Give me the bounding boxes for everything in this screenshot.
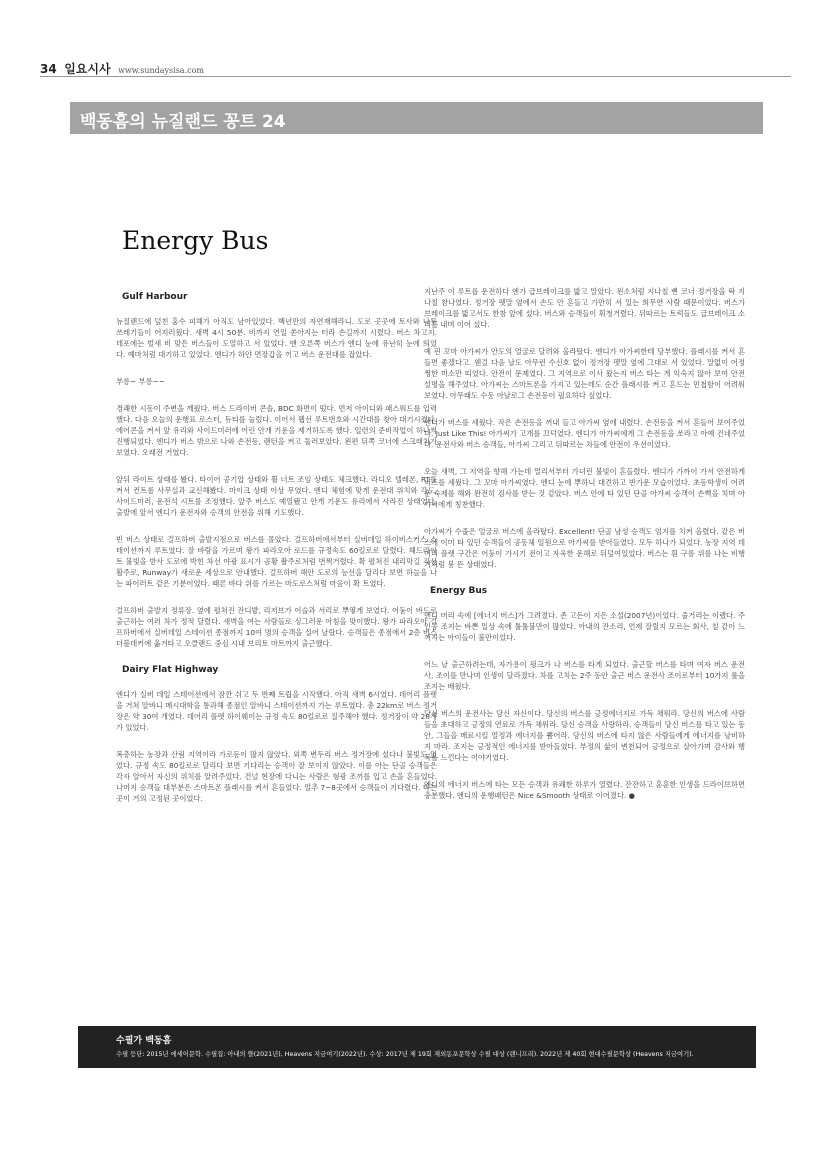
paragraph: 엔디가 실버 데일 스테이션에서 잠깐 쉬고 두 번째 트립을 시작했다. 아직 새벽 6시였다. 데어리 플렛을 거쳐 알바니 메시대학을 통과해 종점인 알바니 스테이션까지 가는 루트였다. 총 22km로 버스 정거장은 약 30여 개였다. 데어리 플렛 하이웨이는 규정 속도 80킬로로 질주해야 했다. 정거장이 약 20개가 있었다. xyxy=(116,690,437,732)
publication-url: www.sundaysisa.com xyxy=(118,66,204,75)
left-column xyxy=(116,286,437,820)
right-column xyxy=(424,286,745,817)
paragraph: 앞뒤 라이트 상태를 봤다. 타이어 공기압 상태와 휠 너트 조임 상태도 체크했다. 라디오 텔레폰, RT를 켜서 컨트롤 사무실과 교신해봤다. 마이크 상태 이상 무였다. 엔디 체험에 맞게 운전대 위치와 각도, 사이드미러, 운전석 시트를 조정했다. 앞주 버스도 예열됐고 안개 기운도 유리에서 사라진 상태였다. 출발에 앞서 엔디가 운전자와 승객의 안전을 위해 기도했다. xyxy=(116,475,437,517)
paragraph: 어느 날 출근하려는데, 자가용이 펑크가 나 버스를 타게 되었다. 출근할 버스를 타며 여자 버스 운전사, 조이를 만나며 인생이 달라졌다. 차를 고치는 2주 동안 출근 버스 운전사 조이로부터 10가지 룰을 조지는 배웠다. xyxy=(424,660,745,691)
paragraph: 엔디의 에너지 버스에 타는 모든 승객과 유쾌한 하루가 열렸다. 잔잔하고 훈훈한 인생을 드라이브하면 충분했다. 엔디의 운행패턴은 Nice &Smooth 상태로 이어졌다. ● xyxy=(424,780,745,800)
banner-title: 백동흠의 뉴질랜드 꽁트 24 xyxy=(80,112,286,132)
paragraph: 경쾌한 시동이 주변을 깨웠다. 버스 드라이버 콘솔, BDC 화면이 떴다. 먼저 아이디와 패스워드를 입력했다. 다음 오늘의 운행표 로스터, 듀티를 눌렀다. 이어서 웹선 루트번호와 시간대를 찾아 대기시켰다. 에어콘을 켜서 앞 유리와 사이드미러에 어린 안개 기운을 제거하도록 했다. 일련의 준비작업이 하나씩 진행되었다. 엔디가 버스 밖으로 나와 손전등, 랜턴을 켜고 둘러보았다. 왼편 뒤쪽 코너에 스크래치가 보였다. 오래전 거였다. xyxy=(116,404,437,457)
paragraph: 부릉~ 부릉~~ xyxy=(116,377,165,386)
section-heading: Gulf Harbour xyxy=(122,292,188,302)
publication-name: 일요시사 xyxy=(64,62,111,76)
article-title: Energy Bus xyxy=(122,226,269,255)
paragraph: 엔디 머리 속에 [에너지 버스]가 그려졌다. 존 고든이 지은 소설(2007년)이었다. 줄거리는 이랬다. 주인공 조지는 바쁜 일상 속에 툴툴불만이 많았다. 아내의 잔소리, 언제 잘릴지 모르는 회사, 칠 같이 느껴지는 아이들이 불만이었다. xyxy=(424,611,745,642)
header-divider xyxy=(40,76,791,77)
author-name: 수필가 백동흠 xyxy=(116,1036,172,1046)
page-number: 34 xyxy=(40,62,57,76)
section-banner xyxy=(70,102,763,134)
page-header xyxy=(40,60,204,77)
paragraph: 엔디가 버스를 세웠다. 작은 손전등을 꺼내 들고 아가씨 옆에 내렸다. 손전등을 켜서 흔들어 보여주었다. Just Like This! 아가씨가 고개를 끄덕였다. 엔디가 아가씨에게 그 손전등을 쏘라고 아예 건네주었다. 운전사와 버스 승객들, 아가씨 그리고 뒤따르는 차들에 안전이 우선이었다. xyxy=(424,418,745,449)
paragraph: 오늘 새벽, 그 지역을 향해 가는데 멀리서부터 가녀린 불빛이 흔들렸다. 엔디가 가까이 가서 안전하게 버스를 세웠다. 그 꼬마 아가씨였다. 엔디 눈에 뿌하니 대견하고 반가운 모습이었다. 초등학생이 어려운 숙제를 해와 완전히 검사를 받는 것 같았다. 버스 안에 타 있던 단골 아가씨 승객이 손뼉을 치며 아가씨에게 칭찬했다. xyxy=(424,467,745,509)
paragraph: 예 핀 꼬마 아가씨가 안도의 얼굴로 달려와 올라탔다. 엔디가 아가씨한테 당부했다. 플래시를 켜서 흔들면 좋겠다고. 웬걸 다음 날도 아무런 수신호 없이 정거장 펫말 옆에 그대로 서 있었다. 말없이 어정쩡한 미소만 띠었다. 안전이 문제였다. 그 지역으로 이사 왔는지 버스 타는 게 익숙지 않아 보여 안전 설명을 해주었다. 아가씨는 스마트폰을 가지고 있는데도 순간 플래시를 켜고 흔드는 민첩함이 어려워 보였다. 아무래도 수동 아날로그 손전등이 필요하다 싶었다. xyxy=(424,347,745,400)
paragraph: 아가씨가 수줍은 얼굴로 버스에 올라탔다. Excellent! 단골 남성 승객도 엄지를 치켜 올렸다. 같은 버스에 이미 타 있던 승객들이 공동체 일원으로 아가씨를 받아들였다. 모두 하나가 되었다. 농장 지역 데어리 플렛 구간은 어둥이 가시기 전이고 자욱한 운해로 뒤덮여있었다. 버스는 흰 구름 위를 나는 비행기처럼 붕 뜬 상태였다. xyxy=(424,527,745,569)
paragraph: 걸프하버 출발지 정류장. 옆에 펼쳐진 잔디밭, 리저브가 이슬과 서리로 뿌옇게 보였다. 어둠이 바드로 출근하는 여러 차가 정적 달렸다. 새벽을 여는 사람들로 싱그러운 아침을 맞이했다. 왕가 파라오아 걸프하버에서 실버데일 스테이션 종점까지 10여 명의 승객을 실어 날랐다. 승객들은 종점에서 2층 버스 더블데커에 옮겨타고 오클랜드 중심 시내 브리토 마트까지 출근했다. xyxy=(116,606,437,648)
section-heading: Dairy Flat Highway xyxy=(122,665,219,675)
paragraph: 뉴질랜드에 덮친 홍수 피해가 아직도 남아있었다. 백년만의 자연재해라니. 도로 곳곳에 토사와 나무 쓰레기들이 어지러웠다. 새벽 4시 50분. 비까지 연일 쏟아지는 터라 손길까지 시렸다. 버스 차고지. 데포에는 벌새 비 맞은 버스들이 도열하고 서 있었다. 맨 오른쪽 버스가 엔디 눈에 유난히 눈에 띄었다. 예마처럼 대기하고 있었다. 엔디가 하얀 면장갑을 끼고 버스 운전대를 잡았다. xyxy=(116,317,437,359)
section-heading: Energy Bus xyxy=(430,586,488,596)
paragraph: 당신 버스의 운전사는 당신 자신이다. 당신의 버스를 긍정에너지로 가득 채워라. 당신의 버스에 사람들을 초대하고 긍정의 연료로 가득 채워라. 당신 승객을 사랑하라. 승객들이 당신 버스를 타고 있는 동안, 그들을 매료시킬 열정과 에너지를 뿜어라. 당신의 버스에 타지 않은 사람들에게 에너지를 낭비하지 마라. 조지는 긍정적인 에너지를 받아들였다. 부정의 삶이 변천되어 긍정으로 살아가며 감사와 행복을 느낀다는 이야기였다. xyxy=(424,709,745,762)
paragraph: 복층하는 농장과 산림 지역이라 가로등이 많지 않았다. 외쪽 변두리 버스 정거장에 섰다나 불빛도 없었다. 규정 속도 80킬로로 달리다 보면 기다리는 승객이 잘 보이지 않았다. 이를 아는 단골 승객들은 각자 알아서 자신의 위치를 알려주었다. 건널 현장에 다니는 사람은 형광 조끼를 입고 손을 흔들었다. 나머지 승객들 대부분은 스마트폰 플래시를 켜서 흔들었다. 얼추 7~8곳에서 승객들이 기다렸다. 타는 곳이 거의 고정된 곳이었다. xyxy=(116,750,437,803)
paragraph: 빈 버스 상태로 걸프하버 출발지점으로 버스를 몰았다. 걸프하버에서부터 실버데일 하이비스커스 스테이션까지 루트였다. 잘 바람을 가르며 왕가 파라오아 로드를 규정속도 60킬로로 달렸다. 헤드라이트 불빛을 받사 도로에 박힌 차선 야광 표시가 곰황 촬주로처럼 번쩍거렸다. 확 펼쳐진 내리막길 직선 활주로, Runway가 새로운 세상으로 안내했다. 걸프하버 해안 도로의 능선을 달리다 보면 하늘을 나는 파이러트 같은 기분이었다. 때론 바다 위를 가르는 마도로스처럼 마음이 확 트였다. xyxy=(116,535,437,588)
paragraph: 지난주 이 루트를 운전하다 엔가 급브레이크를 밟고 말았다. 꾄소처럼 지나칠 뻔 코너 정거장을 딱 지나칠 참나였다. 정거장 펫말 옆에서 손도 안 흔들고 가만히 서 있는 희무연 사람 때문이었다. 버스가 브레이크를 밟고서도 한참 앞에 섰다. 버스와 승객들이 휘청거렸다. 뒤따르는 트럭들도 급브레이크 소리를 내며 이어 섰다. xyxy=(424,287,745,329)
author-bio: 수필 등단: 2015년 에세이문학. 수필집: 아내의 뜰(2021년), Heavens 지금여기(2022년). 수상: 2017년 제 19회 재외동포문학상 수필 대상 (랜니프리). 2022년 제 40회 현대수필문학상 (Heavens 지금여기). xyxy=(116,1051,694,1058)
author-footer xyxy=(78,1026,756,1068)
